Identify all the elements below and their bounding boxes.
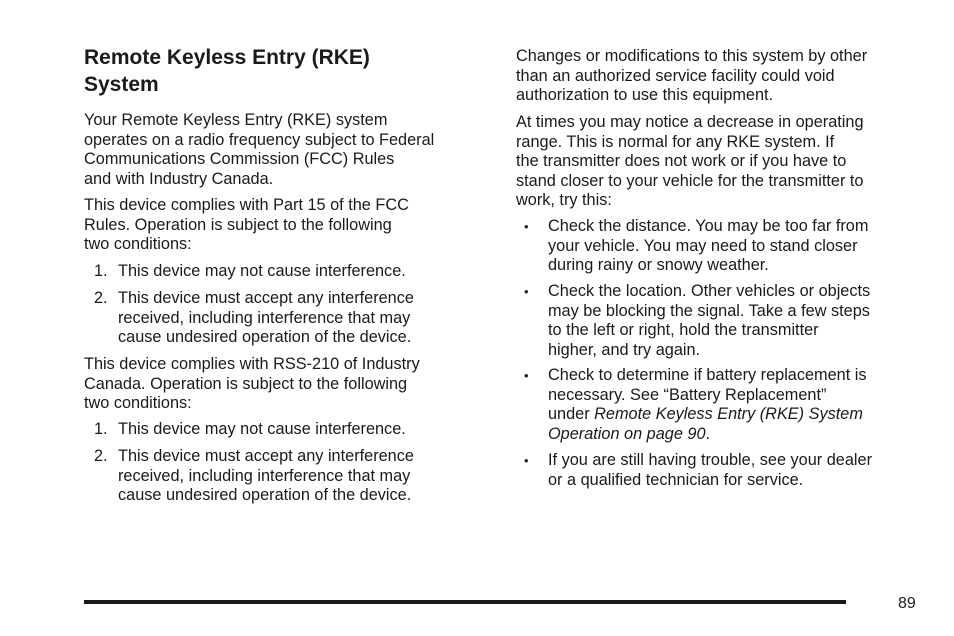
bullet-icon: • <box>524 284 529 299</box>
condition-number: 2. <box>94 289 108 307</box>
bullet-text: Check the distance. You may be too far from your vehicle. You may need to stand closer during rainy or snowy weather. <box>548 217 869 275</box>
rss-paragraph: This device complies with RSS-210 of Industry Canada. Operation is subject to the following two conditions: <box>84 355 420 413</box>
bullet-icon: • <box>524 368 529 383</box>
bullet-text-lead: Check to determine if battery replacement is necessary. See “Battery Replacement” under <box>548 366 867 424</box>
bullet-text: If you are still having trouble, see your dealer or a qualified technician for service. <box>548 451 872 489</box>
intro-paragraph: Your Remote Keyless Entry (RKE) system operates on a radio frequency subject to Federal Communications Commission (FCC) Rules and with Industry Canada. <box>84 111 435 188</box>
bullet-icon: • <box>524 453 529 468</box>
changes-paragraph: Changes or modifications to this system by other than an authorized service facility could void authorization to use this equipment. <box>516 47 868 105</box>
condition-text: This device must accept any interference received, including interference that may cause undesired operation of the device. <box>118 289 414 347</box>
bullet-text: Check the location. Other vehicles or objects may be blocking the signal. Take a few steps to the left or right, hold the transmitter higher, and try again. <box>548 282 871 359</box>
condition-number: 1. <box>94 420 108 438</box>
condition-text: This device may not cause interference. <box>118 420 406 438</box>
page-number: 89 <box>898 595 916 612</box>
bullet-text-end: . <box>705 424 711 443</box>
condition-number: 1. <box>94 262 108 280</box>
footer-divider <box>84 600 846 604</box>
page-reference-link[interactable]: Remote Keyless Entry (RKE) System Operation on page 90 <box>548 405 863 443</box>
bullet-text <box>548 366 867 444</box>
condition-number: 2. <box>94 447 108 465</box>
condition-text: This device may not cause interference. <box>118 262 406 280</box>
fcc-paragraph: This device complies with Part 15 of the FCC Rules. Operation is subject to the following two conditions: <box>84 196 409 254</box>
condition-text: This device must accept any interference received, including interference that may cause undesired operation of the device. <box>118 447 414 505</box>
section-heading: Remote Keyless Entry (RKE) System <box>84 46 370 96</box>
range-paragraph: At times you may notice a decrease in operating range. This is normal for any RKE system. If the transmitter does not work or if you have to stand closer to your vehicle for the transmitter to work, try this: <box>516 113 864 210</box>
bullet-icon: • <box>524 219 529 234</box>
